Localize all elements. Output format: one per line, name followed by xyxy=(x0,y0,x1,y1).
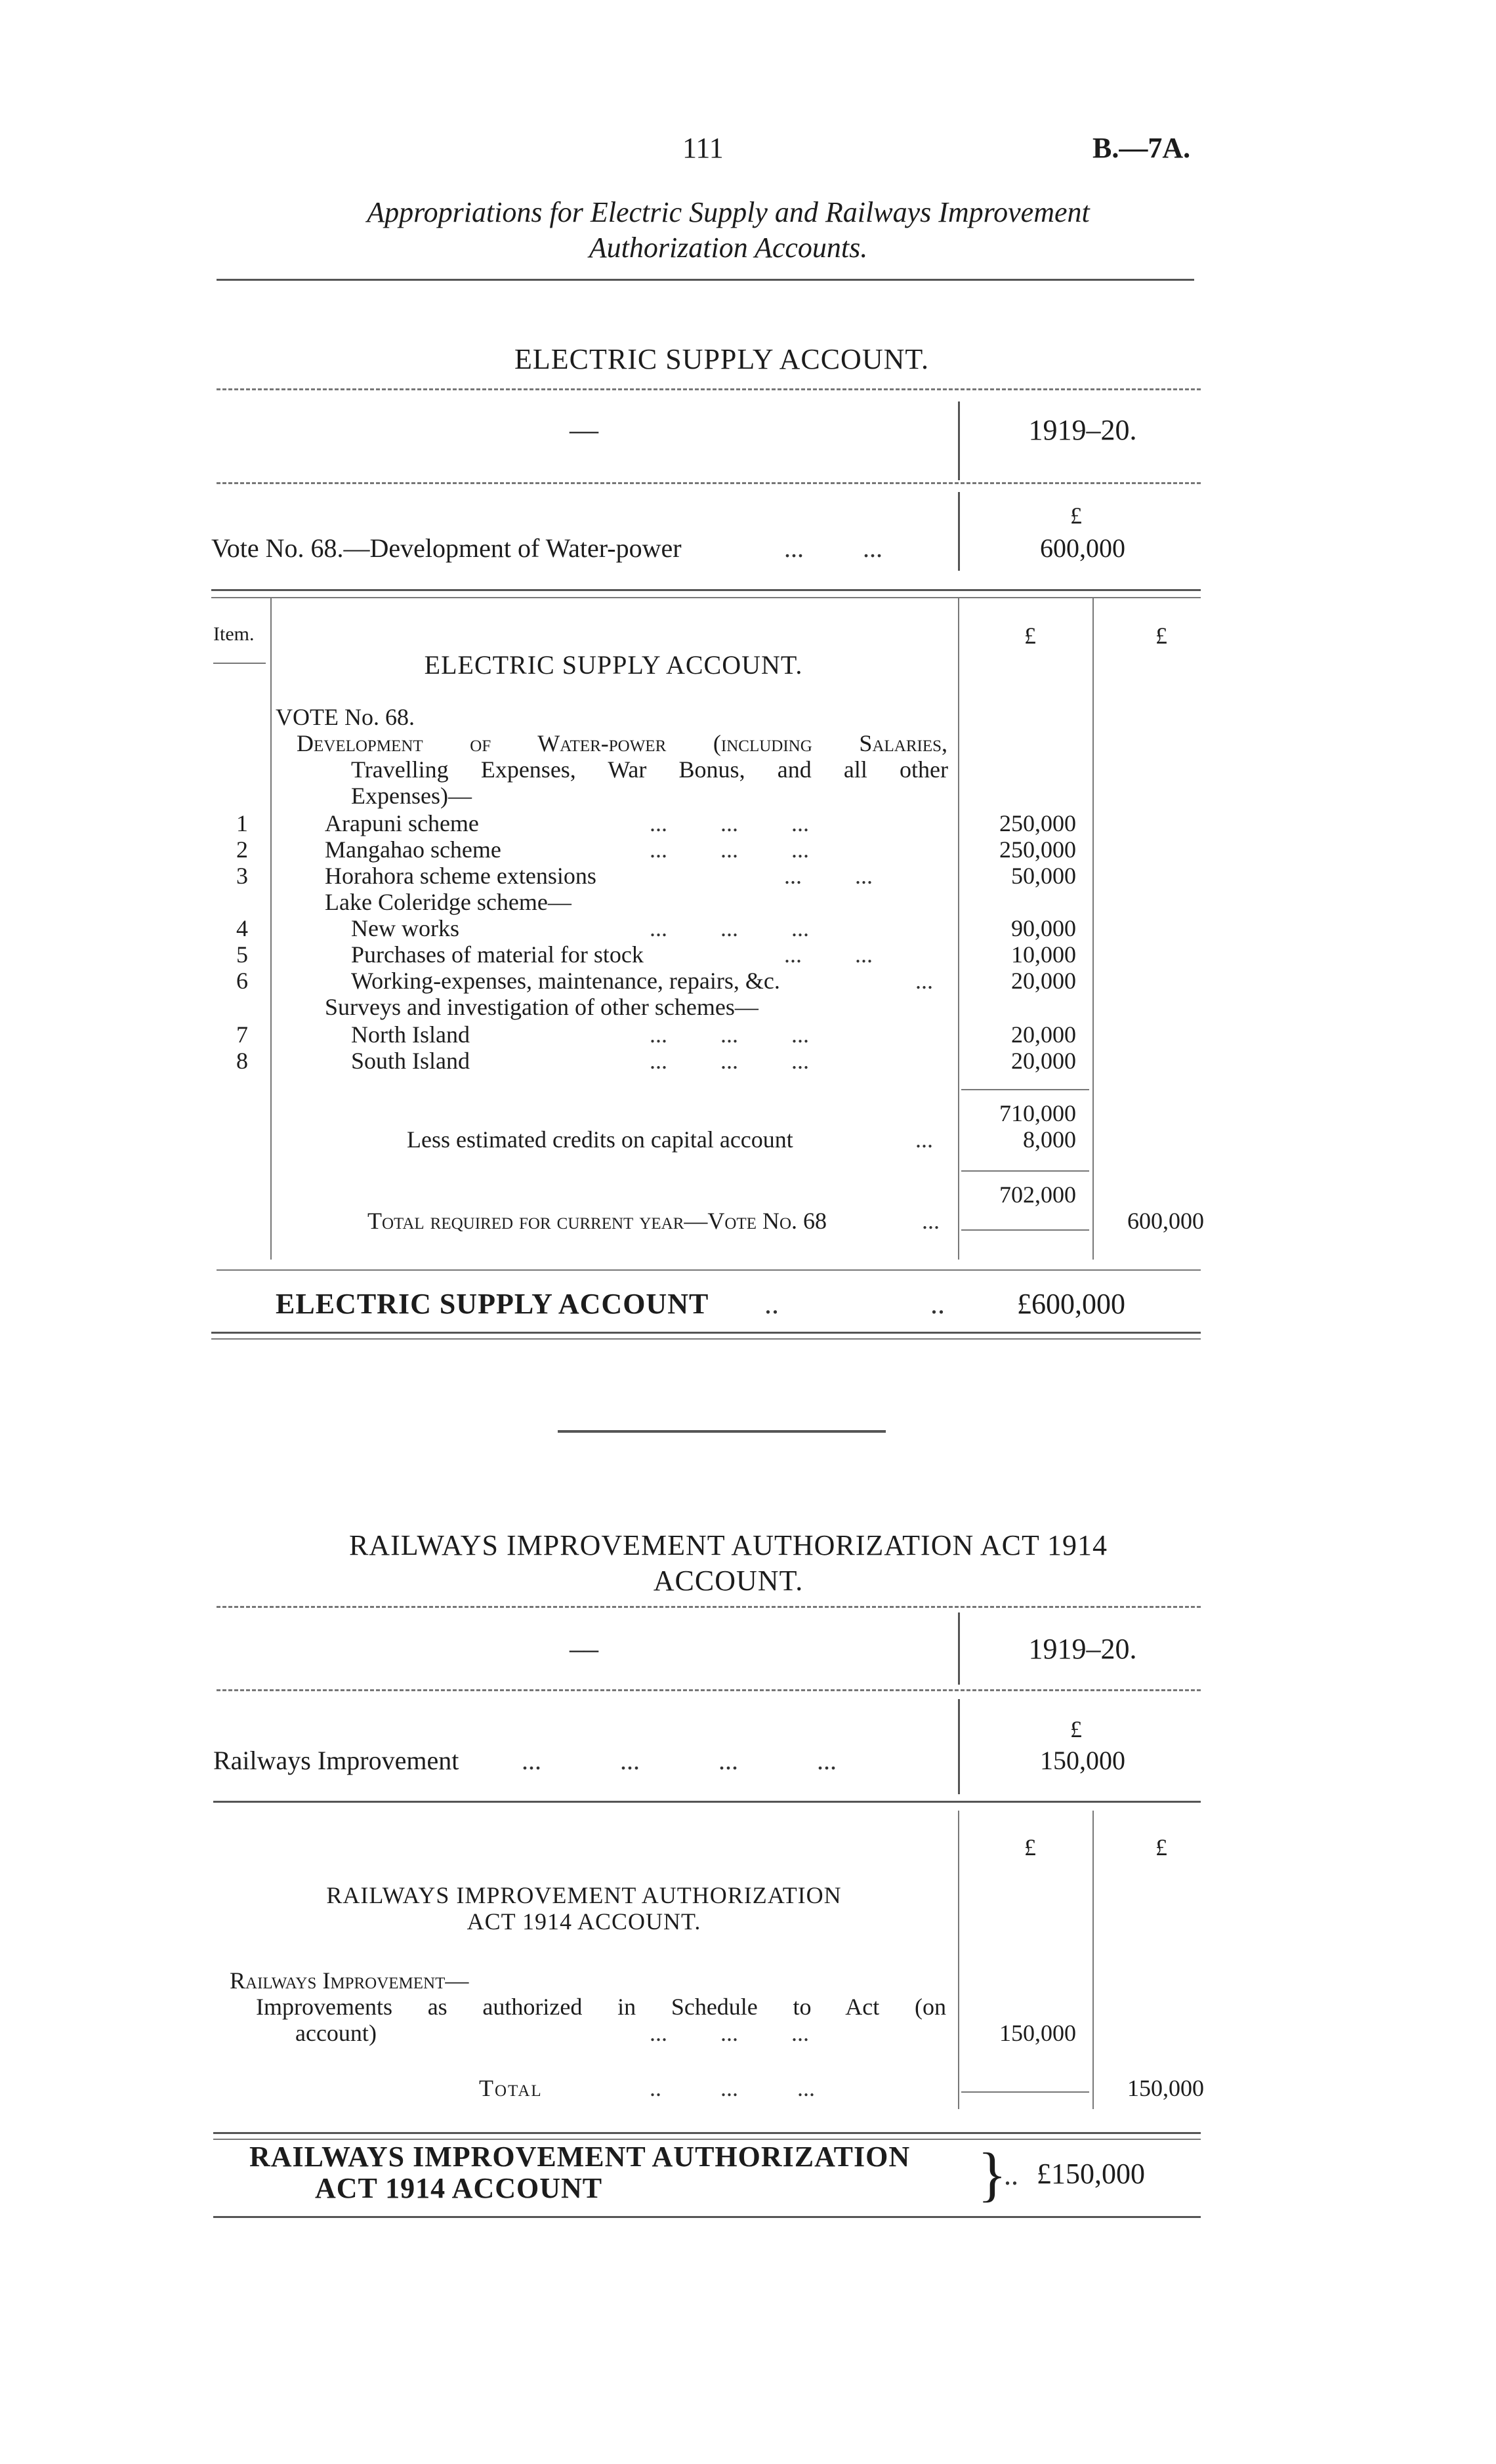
page-number: 111 xyxy=(682,132,724,164)
railways-heading-line2: ACCOUNT. xyxy=(653,1565,804,1597)
item-label: Working-expenses, maintenance, repairs, &c. xyxy=(351,968,780,994)
item-number: 7 xyxy=(236,1021,248,1048)
electric-summary-bottom-rule-2 xyxy=(211,597,1201,598)
item-amount: 20,000 xyxy=(1011,1021,1076,1048)
railways-summary-line1: RAILWAYS IMPROVEMENT AUTHORIZATION xyxy=(249,2141,911,2173)
railways-summary-amount: £150,000 xyxy=(1037,2158,1145,2190)
leader-dots: ... xyxy=(915,1126,933,1153)
electric-column-dash: — xyxy=(570,414,598,446)
railways-heading-line1: RAILWAYS IMPROVEMENT AUTHORIZATION ACT 1914 xyxy=(348,1529,1108,1561)
amount-column-divider xyxy=(958,1811,959,2109)
railways-end-rule xyxy=(213,2216,1201,2218)
total-column-divider xyxy=(1092,1811,1094,2109)
item-amount: 20,000 xyxy=(1011,1048,1076,1074)
page-title-line2: Authorization Accounts. xyxy=(589,232,868,264)
leader-dots: ... ... ... xyxy=(650,2020,809,2046)
amount-column-divider xyxy=(958,598,959,1260)
leader-dots: ... ... ... xyxy=(650,1048,809,1074)
railways-year-header: 1919–20. xyxy=(1028,1633,1137,1665)
brace-icon: } xyxy=(978,2141,1007,2207)
railways-summary-divider-2 xyxy=(958,1699,960,1794)
detail-bottom-rule xyxy=(217,1269,1201,1271)
item-amount: 250,000 xyxy=(999,836,1076,863)
pound-sign: £ xyxy=(1024,1834,1036,1860)
item-group-label: Surveys and investigation of other schemes— xyxy=(325,994,758,1020)
railways-sub-heading: Railways Improvement— xyxy=(230,1967,469,1994)
item-amount: 90,000 xyxy=(1011,915,1076,941)
development-line2: Travelling Expenses, War Bonus, and all other xyxy=(351,756,948,783)
leader-dots: ... ... ... xyxy=(650,810,809,836)
item-column-divider xyxy=(270,598,272,1260)
vote-label: Vote No. 68.—Development of Water-power xyxy=(211,533,682,563)
item-number: 2 xyxy=(236,836,248,863)
item-label: New works xyxy=(351,915,459,941)
total-required-label: Total required for current year—Vote No. 68 xyxy=(367,1208,827,1234)
development-line3: Expenses)— xyxy=(351,783,472,809)
section-separator xyxy=(558,1430,886,1433)
item-amount: 10,000 xyxy=(1011,941,1076,968)
total-column-divider xyxy=(1092,598,1094,1260)
electric-summary-bottom-rule xyxy=(211,589,1201,591)
item-label: South Island xyxy=(351,1048,470,1074)
railways-detail-heading-line2: ACT 1914 ACCOUNT. xyxy=(467,1908,701,1935)
railways-summary-bottom-rule xyxy=(213,1801,1201,1803)
railways-summary-mid-rule xyxy=(217,1689,1201,1691)
electric-year-header: 1919–20. xyxy=(1028,414,1137,446)
vote-amount: 600,000 xyxy=(1040,533,1125,563)
improvements-amount: 150,000 xyxy=(999,2020,1076,2046)
pound-sign: £ xyxy=(1155,1834,1167,1860)
item-header: Item. xyxy=(213,623,255,645)
less-credits-label: Less estimated credits on capital account xyxy=(407,1126,793,1153)
item-amount: 20,000 xyxy=(1011,968,1076,994)
net-amount: 702,000 xyxy=(999,1181,1076,1208)
leader-dots: ... ... ... xyxy=(650,915,809,941)
item-number: 4 xyxy=(236,915,248,941)
leader-dots: ... xyxy=(915,968,933,994)
title-rule xyxy=(217,279,1194,281)
vote-number: VOTE No. 68. xyxy=(276,704,415,730)
leader-dots: .. xyxy=(1004,2159,1018,2191)
document-reference: B.—7A. xyxy=(1092,132,1191,164)
item-amount: 250,000 xyxy=(999,810,1076,836)
electric-end-rule-2 xyxy=(211,1338,1201,1340)
electric-summary-amount: £600,000 xyxy=(1017,1288,1125,1320)
net-bottom-rule xyxy=(961,1229,1089,1231)
pound-sign: £ xyxy=(1070,503,1082,529)
subtotal-amount: 710,000 xyxy=(999,1100,1076,1126)
electric-heading: ELECTRIC SUPPLY ACCOUNT. xyxy=(514,343,929,375)
leader-dots: ... ... ... ... xyxy=(522,1746,837,1775)
railways-detail-heading-line1: RAILWAYS IMPROVEMENT AUTHORIZATION xyxy=(326,1882,842,1908)
detail-heading: ELECTRIC SUPPLY ACCOUNT. xyxy=(424,650,803,680)
electric-summary-divider-2 xyxy=(958,492,960,571)
pound-sign: £ xyxy=(1024,623,1036,649)
leader-dots: ... xyxy=(922,1208,940,1234)
electric-end-rule xyxy=(211,1332,1201,1334)
railways-row-label: Railways Improvement xyxy=(213,1746,459,1775)
total-required-amount: 600,000 xyxy=(1127,1208,1204,1234)
improvements-line1: Improvements as authorized in Schedule to Act (on xyxy=(256,1994,946,2020)
leader-dots: ... ... ... xyxy=(650,1021,809,1048)
leader-dots: ... ... xyxy=(784,533,883,563)
electric-summary-top-rule xyxy=(217,388,1201,390)
leader-dots: ... ... xyxy=(784,863,873,889)
item-group-label: Lake Coleridge scheme— xyxy=(325,889,571,915)
item-number: 3 xyxy=(236,863,248,889)
railways-summary-divider xyxy=(958,1612,960,1685)
total-dash-rule xyxy=(961,2091,1089,2093)
electric-summary-label: ELECTRIC SUPPLY ACCOUNT xyxy=(276,1288,709,1320)
electric-summary-divider xyxy=(958,401,960,480)
railways-row-amount: 150,000 xyxy=(1040,1746,1125,1775)
railways-total-label: Total xyxy=(479,2075,543,2101)
item-label: Mangahao scheme xyxy=(325,836,501,863)
railways-summary-top-rule xyxy=(217,1606,1201,1608)
railways-total-amount: 150,000 xyxy=(1127,2075,1204,2101)
item-amount: 50,000 xyxy=(1011,863,1076,889)
item-number: 1 xyxy=(236,810,248,836)
development-line1: Development of Water-power (including Salaries, xyxy=(297,730,947,756)
pound-sign: £ xyxy=(1155,623,1167,649)
railways-summary-line2: ACT 1914 ACCOUNT xyxy=(315,2172,603,2204)
railways-detail-bottom-rule xyxy=(213,2132,1201,2134)
leader-dots: .. .. xyxy=(764,1288,945,1320)
electric-summary-mid-rule xyxy=(217,482,1201,484)
item-number: 5 xyxy=(236,941,248,968)
item-label: Purchases of material for stock xyxy=(351,941,644,968)
net-rule xyxy=(961,1170,1089,1172)
item-label: North Island xyxy=(351,1021,470,1048)
item-label: Horahora scheme extensions xyxy=(325,863,596,889)
improvements-line2: account) xyxy=(295,2020,377,2046)
leader-dots: .. ... ... xyxy=(650,2075,815,2101)
item-number: 8 xyxy=(236,1048,248,1074)
pound-sign: £ xyxy=(1070,1716,1082,1742)
item-label: Arapuni scheme xyxy=(325,810,479,836)
railways-column-dash: –– xyxy=(570,1633,598,1665)
leader-dots: ... ... xyxy=(784,941,873,968)
item-header-rule xyxy=(213,663,266,664)
subtotal-rule xyxy=(961,1089,1089,1090)
page-title-line1: Appropriations for Electric Supply and Railways Improvement xyxy=(367,196,1090,228)
less-credits-amount: 8,000 xyxy=(1023,1126,1076,1153)
item-number: 6 xyxy=(236,968,248,994)
leader-dots: ... ... ... xyxy=(650,836,809,863)
